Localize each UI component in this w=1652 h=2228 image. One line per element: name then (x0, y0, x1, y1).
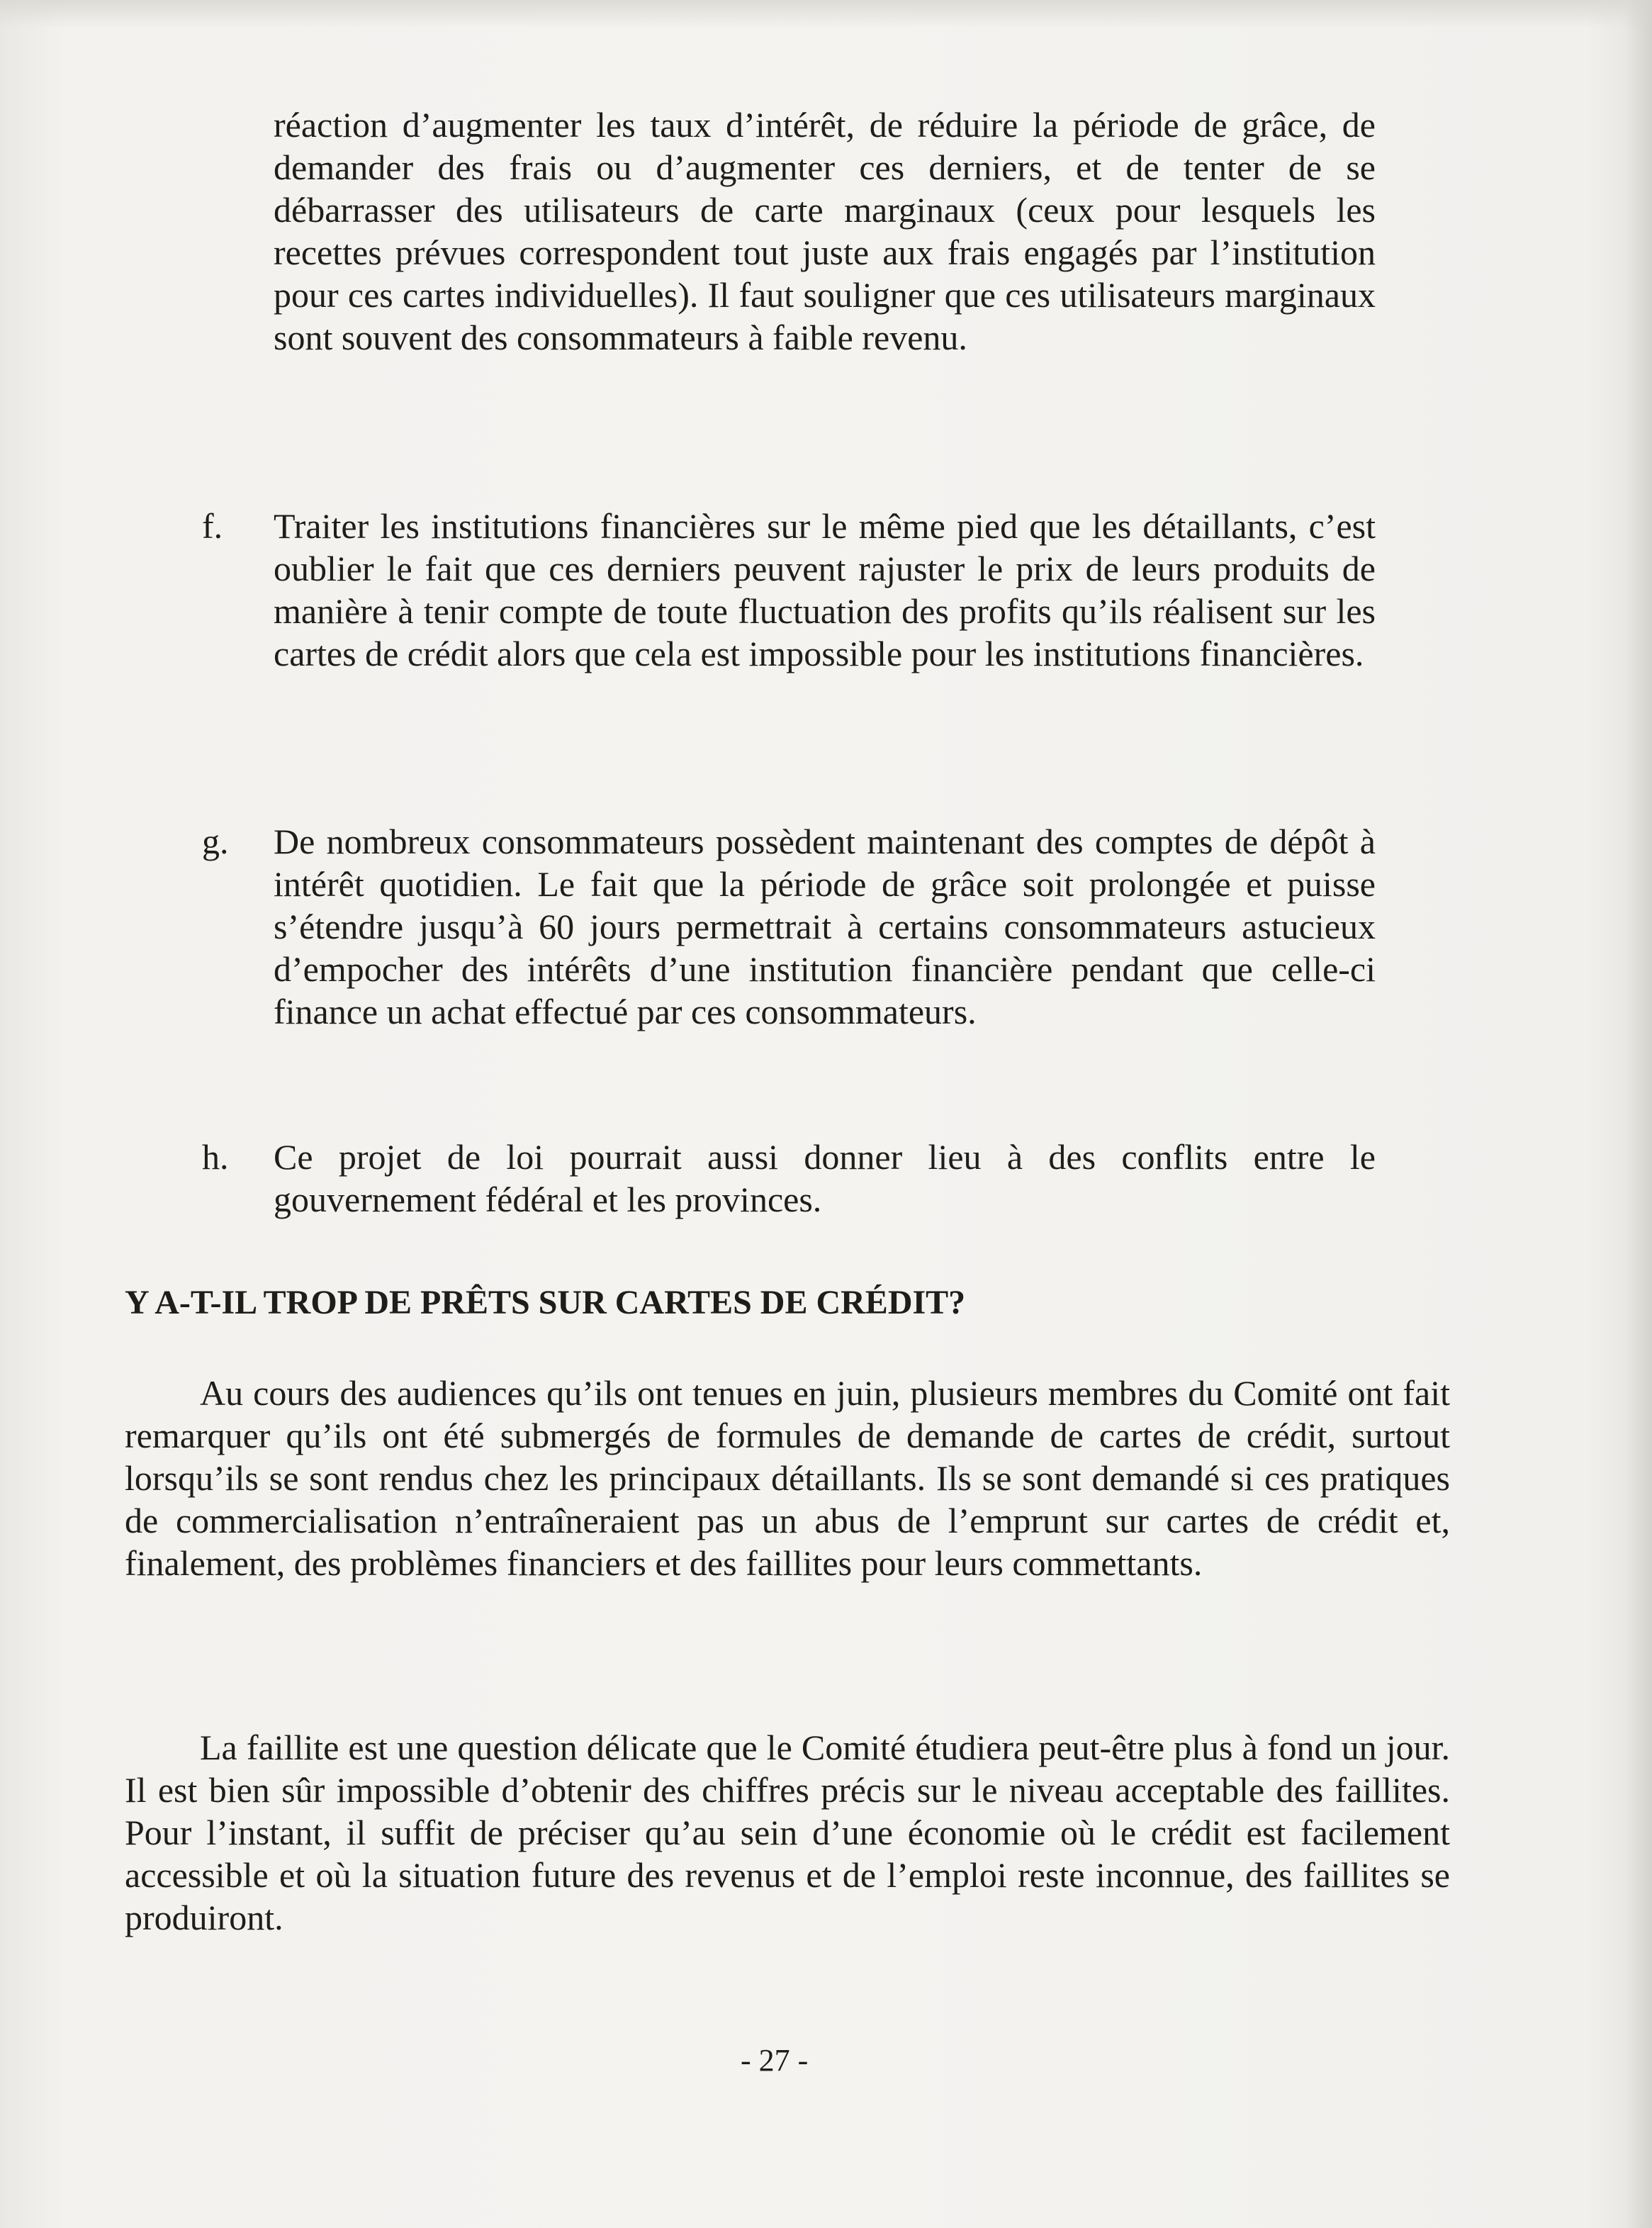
scan-shadow-right (1625, 0, 1652, 2228)
list-item-g-text: De nombreux consommateurs possèdent maintenant des comptes de dépôt à intérêt quotidien. Le fait que la période de grâce soit prolongée et puisse s’étendre jusqu’à 60 jours permettrait à certains consommateurs astucieux d’empocher des intérêts d’une institution financière pendant que celle-ci finance un achat effectué par ces consommateurs. (274, 822, 1376, 1031)
page-number: - 27 - (741, 2043, 809, 2078)
body-paragraph-1: Au cours des audiences qu’ils ont tenues en juin, plusieurs membres du Comité ont fait remarquer qu’ils ont été submergés de formules de demande de cartes de crédit, surtout lorsqu’ils se sont rendus chez les principaux détaillants. Ils se sont demandé si ces pratiques de commercialisation n’entraîneraient pas un abus de l’emprunt sur cartes de crédit et, finalement, des problèmes financiers et des faillites pour leurs commettants. (125, 1373, 1450, 1583)
scan-shadow-top (0, 0, 1652, 28)
list-item-f-text: Traiter les institutions financières sur le même pied que les détaillants, c’est oublier le fait que ces derniers peuvent rajuster le prix de leurs produits de manière à tenir compte de toute fluctuation des profits qu’ils réalisent sur les cartes de crédit alors que cela est impossible pour les institutions financières. (274, 506, 1376, 673)
continued-paragraph: réaction d’augmenter les taux d’intérêt, de réduire la période de grâce, de demander des frais ou d’augmenter ces derniers, et de tenter de se débarrasser des utilisateurs de carte marginaux (ceux pour lesquels les recettes prévues correspondent tout juste aux frais engagés par l’institution pour ces cartes individuelles). Il faut souligner que ces utilisateurs marginaux sont souvent des consommateurs à faible revenu. (274, 105, 1376, 357)
body-paragraph-2: La faillite est une question délicate que le Comité étudiera peut-être plus à fond un jour. Il est bien sûr impossible d’obtenir des chiffres précis sur le niveau acceptable des faillites. Pour l’instant, il suffit de préciser qu’au sein d’une économie où le crédit est facilement accessible et où la situation future des revenus et de l’emploi reste inconnue, des faillites se produiront. (125, 1728, 1450, 1937)
section-heading: Y A-T-IL TROP DE PRÊTS SUR CARTES DE CRÉDIT? (125, 1284, 966, 1321)
list-item-g-label: g. (202, 822, 229, 861)
list-item-h-text: Ce projet de loi pourrait aussi donner lieu à des conflits entre le gouvernement fédéral et les provinces. (274, 1137, 1376, 1219)
list-item-f-label: f. (202, 506, 223, 546)
list-item-h-label: h. (202, 1137, 229, 1177)
